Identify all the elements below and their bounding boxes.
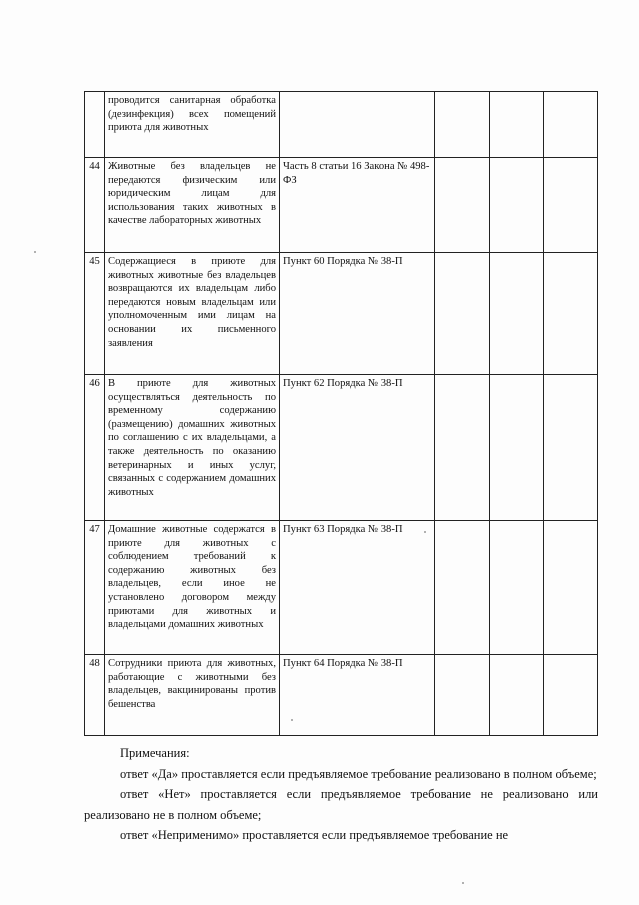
requirement-text: В приюте для животных осуществляться деятельность по временному содержанию (размещению) домашних животных по соглашению с их владельцами, а также деятельность по оказанию ветеринарных и иных услуг, связанных с содержанием домашних животных	[105, 375, 280, 521]
answer-cell-yes	[435, 655, 490, 736]
legal-basis: Пункт 62 Порядка № 38-П	[280, 375, 435, 521]
scan-speck	[424, 531, 426, 533]
table-row	[85, 655, 598, 736]
scan-speck	[462, 882, 464, 884]
legal-basis: Пункт 60 Порядка № 38-П	[280, 253, 435, 375]
answer-cell-na	[544, 375, 598, 521]
answer-cell-yes	[435, 92, 490, 158]
legal-basis	[280, 92, 435, 158]
requirement-text: Содержащиеся в приюте для животных животные без владельцев возвращаются их владельцам либо передаются новым владельцам или уполномоченным ими лицам на основании их письменного заявления	[105, 253, 280, 375]
requirement-text: Домашние животные содержатся в приюте для животных с соблюдением требований к содержанию животных без владельцев, если иное не установлено договором между приютами для животных и владельцами домашних животных	[105, 521, 280, 655]
note-paragraph: ответ «Да» проставляется если предъявляемое требование реализовано в полном объеме;	[120, 766, 597, 781]
answer-cell-na	[544, 158, 598, 253]
answer-cell-no	[490, 158, 544, 253]
answer-cell-na	[544, 92, 598, 158]
answer-cell-no	[490, 92, 544, 158]
row-number: 45	[85, 253, 105, 375]
requirement-text: Животные без владельцев не передаются физическим или юридическим лицам для использования таких животных в качестве лабораторных животных	[105, 158, 280, 253]
legal-basis: Пункт 64 Порядка № 38-П	[280, 655, 435, 736]
row-number: 47	[85, 521, 105, 655]
answer-cell-no	[490, 375, 544, 521]
answer-cell-no	[490, 655, 544, 736]
scan-speck	[291, 719, 293, 721]
row-number: 48	[85, 655, 105, 736]
table-row	[85, 375, 598, 521]
legal-basis: Часть 8 статьи 16 Закона № 498-ФЗ	[280, 158, 435, 253]
table-row	[85, 92, 598, 158]
answer-cell-yes	[435, 253, 490, 375]
answer-cell-na	[544, 655, 598, 736]
answer-cell-yes	[435, 375, 490, 521]
answer-cell-yes	[435, 521, 490, 655]
answer-cell-no	[490, 521, 544, 655]
row-number	[85, 92, 105, 158]
answer-cell-no	[490, 253, 544, 375]
table-row	[85, 158, 598, 253]
scan-speck	[34, 251, 36, 253]
note-paragraph: ответ «Неприменимо» проставляется если предъявляемое требование не	[120, 828, 509, 842]
note-paragraph: ответ «Нет» проставляется если предъявляемое требование не реализовано или реализовано не в полном объеме;	[84, 787, 598, 822]
answer-cell-yes	[435, 158, 490, 253]
requirement-text: Сотрудники приюта для животных, работающие с животными без владельцев, вакцинированы против бешенства	[105, 655, 280, 736]
answer-cell-na	[544, 253, 598, 375]
requirements-table	[84, 91, 598, 736]
requirement-text: проводится санитарная обработка (дезинфекция) всех помещений приюта для животных	[105, 92, 280, 158]
row-number: 46	[85, 375, 105, 521]
table-row	[85, 253, 598, 375]
answer-cell-na	[544, 521, 598, 655]
row-number: 44	[85, 158, 105, 253]
notes-section	[84, 743, 598, 846]
legal-basis: Пункт 63 Порядка № 38-П	[280, 521, 435, 655]
table-row	[85, 521, 598, 655]
notes-heading: Примечания:	[120, 746, 190, 760]
